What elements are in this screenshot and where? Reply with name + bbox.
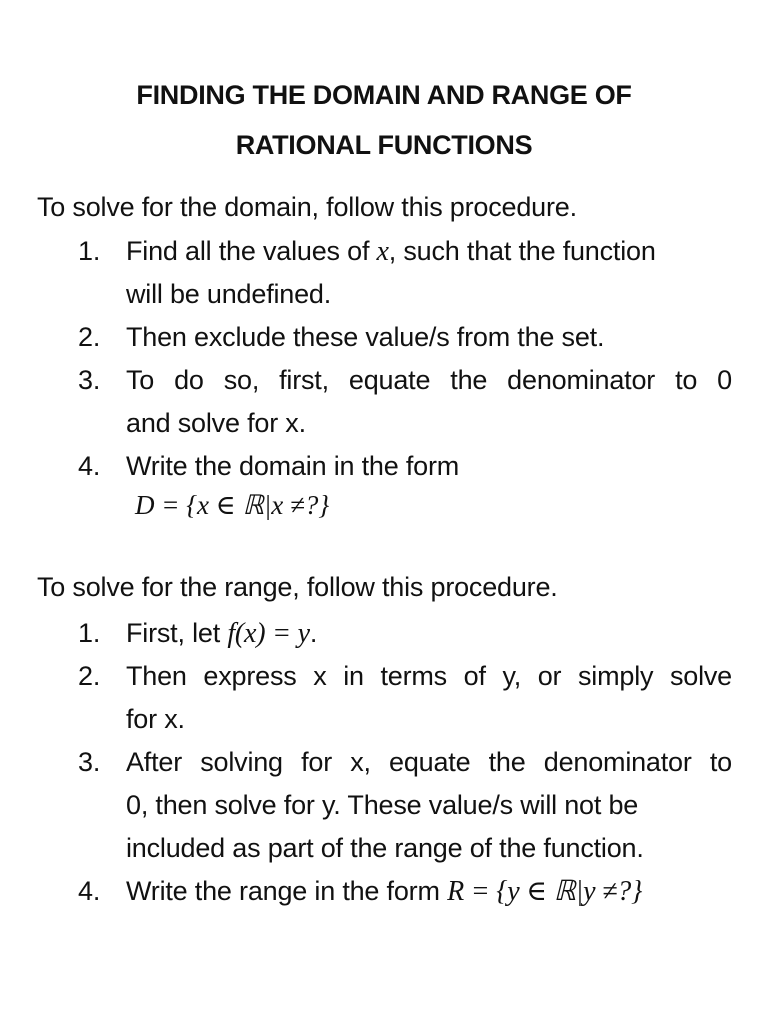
range-step-3-line-3: included as part of the range of the function.	[126, 833, 644, 863]
domain-formula: D = {x ∈ ℝ|x ≠?}	[135, 490, 330, 520]
domain-step-1-math: x	[376, 236, 389, 267]
range-step-4-line-1	[126, 870, 732, 913]
domain-step-3-line-1: To do so, first, equate the denominator to 0	[126, 365, 732, 395]
domain-step-1-text-a: Find all the values of	[126, 236, 377, 266]
domain-step-1-line-2: will be undefined.	[126, 279, 332, 309]
domain-step-1-line-1	[126, 230, 732, 273]
range-step-2-number: 2.	[78, 661, 101, 691]
range-step-4-text: Write the range in the form	[126, 876, 448, 906]
domain-step-3-line-2: and solve for x.	[126, 408, 306, 438]
range-step-3-number: 3.	[78, 747, 101, 777]
domain-step-4-number: 4.	[78, 451, 101, 481]
domain-step-1-text-b: , such that the function	[388, 236, 656, 266]
range-step-4-number: 4.	[78, 876, 101, 906]
domain-step-3-number: 3.	[78, 365, 101, 395]
range-step-1-text-b: .	[309, 618, 318, 648]
domain-step-1-number: 1.	[78, 236, 101, 266]
page-title-line-1: FINDING THE DOMAIN AND RANGE OF	[136, 80, 632, 110]
range-step-3-line-2: 0, then solve for y. These value/s will not be	[126, 790, 639, 820]
domain-step-4-line-1: Write the domain in the form	[126, 451, 460, 481]
domain-step-2-number: 2.	[78, 322, 101, 352]
range-intro: To solve for the range, follow this procedure.	[37, 572, 558, 602]
range-step-1-number: 1.	[78, 618, 101, 648]
page-title-line-2: RATIONAL FUNCTIONS	[235, 130, 533, 160]
range-step-1-text-a: First, let	[126, 618, 228, 648]
range-step-1-line-1	[126, 612, 732, 655]
range-step-2-line-2: for x.	[126, 704, 185, 734]
range-step-4-math: R = {y ∈ ℝ|y ≠?}	[447, 876, 643, 907]
range-step-2-line-1: Then express x in terms of y, or simply solve	[126, 661, 732, 691]
range-step-1-math: f(x) = y	[227, 618, 310, 649]
domain-intro: To solve for the domain, follow this procedure.	[37, 192, 577, 222]
domain-step-2-line-1: Then exclude these value/s from the set.	[126, 322, 605, 352]
range-step-3-line-1: After solving for x, equate the denominator to	[126, 747, 732, 777]
